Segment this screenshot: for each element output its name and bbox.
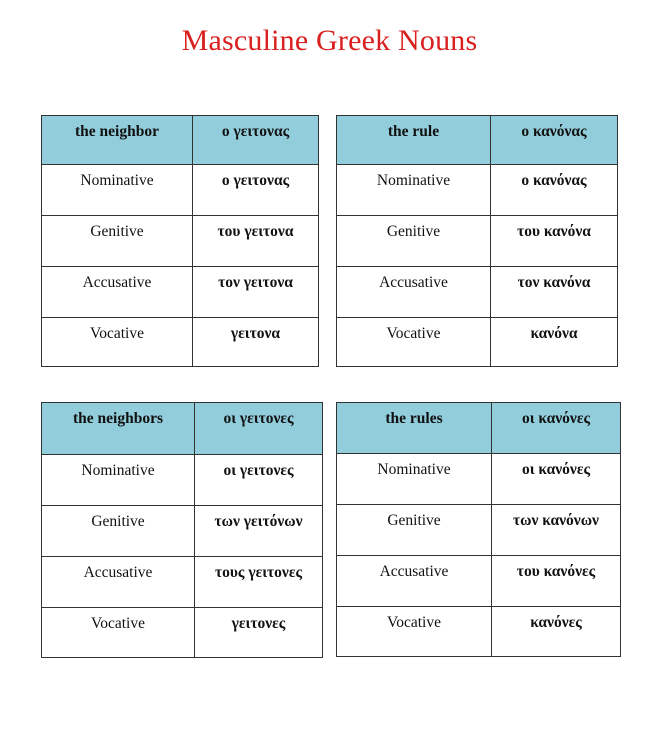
- case-label: Nominative: [337, 454, 492, 505]
- noun-form: του κανόνες: [492, 556, 621, 607]
- table-row: [42, 455, 323, 506]
- noun-form: του κανόνα: [491, 216, 618, 267]
- table-the-rules: [336, 402, 621, 657]
- table-row: [337, 454, 621, 505]
- table-header-row: [42, 403, 323, 455]
- header-greek: οι κανόνες: [492, 403, 621, 454]
- table-row: [42, 608, 323, 658]
- table-row: [42, 267, 319, 318]
- noun-form: γειτονα: [193, 318, 319, 367]
- noun-form: οι γειτονες: [195, 455, 323, 506]
- case-label: Vocative: [337, 607, 492, 657]
- header-greek: ο γειτονας: [193, 116, 319, 165]
- header-english: the rule: [337, 116, 491, 165]
- table-row: [42, 506, 323, 557]
- table-header-row: [337, 116, 618, 165]
- case-label: Vocative: [42, 318, 193, 367]
- case-label: Vocative: [337, 318, 491, 367]
- case-label: Genitive: [337, 505, 492, 556]
- case-label: Accusative: [337, 267, 491, 318]
- header-english: the neighbor: [42, 116, 193, 165]
- noun-form: των κανόνων: [492, 505, 621, 556]
- page-title: Masculine Greek Nouns: [181, 24, 478, 57]
- case-label: Nominative: [42, 455, 195, 506]
- table-row: [42, 318, 319, 367]
- case-label: Vocative: [42, 608, 195, 658]
- case-label: Nominative: [337, 165, 491, 216]
- noun-form: του γειτονα: [193, 216, 319, 267]
- noun-form: τους γειτονες: [195, 557, 323, 608]
- table-row: [337, 607, 621, 657]
- table-the-neighbors: [41, 402, 323, 658]
- noun-form: τον κανόνα: [491, 267, 618, 318]
- header-english: the neighbors: [42, 403, 195, 455]
- table-row: [337, 165, 618, 216]
- table-header-row: [42, 116, 319, 165]
- table-row: [42, 557, 323, 608]
- case-label: Genitive: [337, 216, 491, 267]
- table-row: [42, 165, 319, 216]
- header-greek: ο κανόνας: [491, 116, 618, 165]
- noun-form: των γειτόνων: [195, 506, 323, 557]
- header-greek: οι γειτονες: [195, 403, 323, 455]
- case-label: Genitive: [42, 506, 195, 557]
- noun-form: ο κανόνας: [491, 165, 618, 216]
- table-row: [337, 505, 621, 556]
- case-label: Accusative: [337, 556, 492, 607]
- noun-form: κανόνα: [491, 318, 618, 367]
- case-label: Genitive: [42, 216, 193, 267]
- table-row: [337, 216, 618, 267]
- table-row: [42, 216, 319, 267]
- table-row: [337, 318, 618, 367]
- table-the-neighbor: [41, 115, 319, 367]
- header-english: the rules: [337, 403, 492, 454]
- case-label: Accusative: [42, 267, 193, 318]
- case-label: Accusative: [42, 557, 195, 608]
- noun-form: κανόνες: [492, 607, 621, 657]
- table-the-rule: [336, 115, 618, 367]
- case-label: Nominative: [42, 165, 193, 216]
- noun-form: ο γειτονας: [193, 165, 319, 216]
- noun-form: γειτονες: [195, 608, 323, 658]
- table-row: [337, 267, 618, 318]
- table-header-row: [337, 403, 621, 454]
- noun-form: οι κανόνες: [492, 454, 621, 505]
- table-row: [337, 556, 621, 607]
- noun-form: τον γειτονα: [193, 267, 319, 318]
